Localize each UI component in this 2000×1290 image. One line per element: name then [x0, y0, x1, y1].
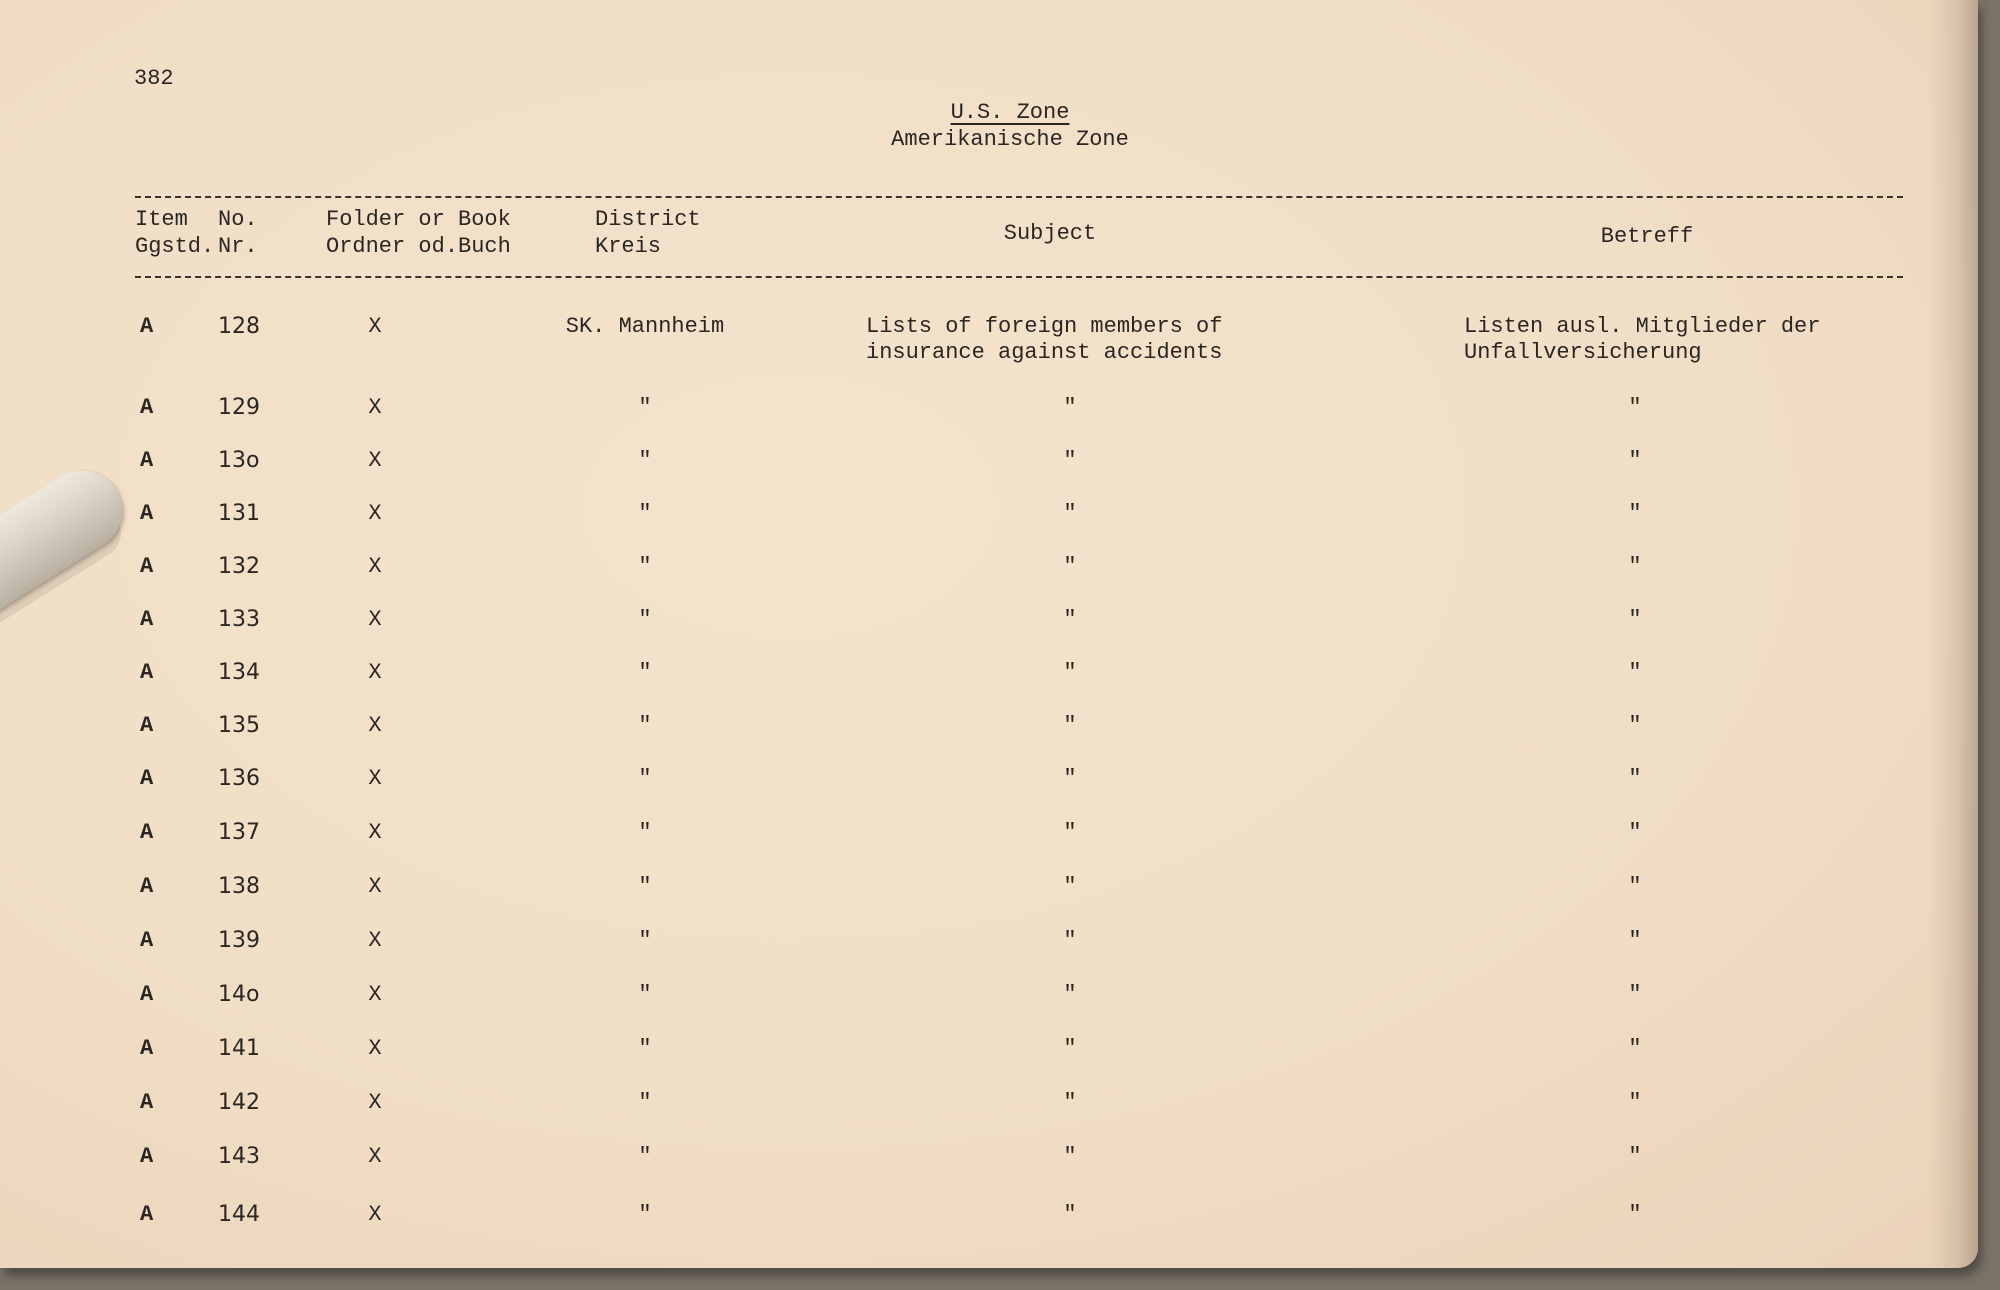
cell-folder: X: [368, 1144, 382, 1169]
cell-no: 141: [218, 1036, 260, 1061]
cell-district: ": [638, 874, 652, 899]
cell-betreff: ": [1628, 1090, 1642, 1115]
cell-item: A: [140, 982, 154, 1007]
cell-betreff: ": [1628, 395, 1642, 420]
cell-subject: ": [1063, 607, 1077, 632]
cell-folder: X: [368, 820, 382, 845]
cell-subject: ": [1063, 982, 1077, 1007]
cell-district: SK. Mannheim: [565, 314, 725, 339]
table-row: [0, 820, 1978, 850]
cell-betreff: ": [1628, 1144, 1642, 1169]
cell-betreff: ": [1628, 1036, 1642, 1061]
cell-no: 135: [218, 713, 260, 738]
table-row: [0, 1036, 1978, 1066]
cell-subject: ": [1063, 501, 1077, 526]
column-header-folder: [326, 206, 511, 260]
cell-folder: X: [368, 554, 382, 579]
page-number: 382: [134, 66, 174, 91]
table-row: [0, 982, 1978, 1012]
table-row: [0, 660, 1978, 690]
cell-district: ": [638, 713, 652, 738]
cell-betreff: ": [1628, 766, 1642, 791]
column-header-folder-de: Ordner od.Buch: [326, 234, 511, 259]
cell-folder: X: [368, 395, 382, 420]
cell-no: 131: [218, 501, 260, 526]
cell-betreff: ": [1628, 928, 1642, 953]
cell-item: A: [140, 1090, 154, 1115]
cell-betreff: ": [1628, 874, 1642, 899]
cell-betreff: ": [1628, 713, 1642, 738]
page-subtitle: Amerikanische Zone: [891, 127, 1129, 152]
cell-no: 128: [218, 314, 260, 339]
table-row: [0, 554, 1978, 584]
cell-item: A: [140, 928, 154, 953]
column-header-district: [595, 206, 701, 260]
cell-no: 143: [218, 1144, 260, 1169]
cell-subject: [866, 314, 1306, 366]
table-row: [0, 766, 1978, 796]
cell-subject-line: Lists of foreign members of: [866, 314, 1223, 339]
cell-folder: X: [368, 1090, 382, 1115]
cell-betreff: ": [1628, 982, 1642, 1007]
cell-no: 144: [218, 1202, 260, 1227]
cell-subject: ": [1063, 713, 1077, 738]
column-header-no-de: Nr.: [218, 234, 258, 259]
cell-folder: X: [368, 928, 382, 953]
cell-subject: ": [1063, 820, 1077, 845]
cell-subject: ": [1063, 554, 1077, 579]
table-row: [0, 1202, 1978, 1232]
cell-district: ": [638, 982, 652, 1007]
table-row: [0, 395, 1978, 425]
cell-subject-line: insurance against accidents: [866, 340, 1223, 365]
cell-district: ": [638, 660, 652, 685]
cell-item: A: [140, 766, 154, 791]
table-row: [0, 501, 1978, 531]
cell-item: A: [140, 874, 154, 899]
column-header-folder-en: Folder or Book: [326, 207, 511, 232]
cell-district: ": [638, 928, 652, 953]
cell-no: 14o: [218, 982, 260, 1007]
cell-folder: X: [368, 501, 382, 526]
cell-item: A: [140, 1036, 154, 1061]
cell-folder: X: [368, 982, 382, 1007]
cell-betreff: ": [1628, 607, 1642, 632]
cell-betreff: ": [1628, 820, 1642, 845]
cell-subject: ": [1063, 874, 1077, 899]
cell-subject: ": [1063, 1144, 1077, 1169]
cell-folder: X: [368, 874, 382, 899]
cell-district: ": [638, 1144, 652, 1169]
cell-item: A: [140, 713, 154, 738]
cell-no: 129: [218, 395, 260, 420]
column-header-item-de: Ggstd.: [135, 234, 215, 259]
cell-district: ": [638, 1202, 652, 1227]
cell-no: 139: [218, 928, 260, 953]
cell-betreff: ": [1628, 448, 1642, 473]
cell-district: ": [638, 766, 652, 791]
table-row: [0, 448, 1978, 478]
cell-item: A: [140, 448, 154, 473]
table-row: [0, 1144, 1978, 1174]
cell-folder: X: [368, 660, 382, 685]
cell-subject: ": [1063, 1202, 1077, 1227]
column-header-betreff: Betreff: [1600, 224, 1694, 249]
table-row: [0, 607, 1978, 637]
cell-betreff-line: Unfallversicherung: [1464, 340, 1702, 365]
cell-district: ": [638, 448, 652, 473]
cell-no: 138: [218, 874, 260, 899]
cell-no: 13o: [218, 448, 260, 473]
column-header-district-de: Kreis: [595, 234, 662, 259]
cell-no: 137: [218, 820, 260, 845]
cell-subject: ": [1063, 928, 1077, 953]
cell-no: 136: [218, 766, 260, 791]
cell-district: ": [638, 395, 652, 420]
cell-district: ": [638, 554, 652, 579]
cell-betreff: ": [1628, 660, 1642, 685]
cell-betreff: ": [1628, 554, 1642, 579]
page-title: [900, 100, 1120, 125]
header-bottom-rule: [135, 276, 1903, 278]
table-row: [0, 928, 1978, 958]
page-title-text: U.S. Zone: [950, 100, 1070, 125]
cell-folder: X: [368, 766, 382, 791]
cell-subject: ": [1063, 660, 1077, 685]
cell-item: A: [140, 820, 154, 845]
cell-district: ": [638, 1036, 652, 1061]
table-row: [0, 713, 1978, 743]
cell-subject: ": [1063, 766, 1077, 791]
column-header-no: [218, 206, 258, 260]
cell-no: 142: [218, 1090, 260, 1115]
cell-district: ": [638, 1090, 652, 1115]
column-header-item-en: Item: [135, 207, 188, 232]
column-header-item: [135, 206, 214, 260]
cell-district: ": [638, 607, 652, 632]
table-row: [0, 314, 1978, 365]
cell-item: A: [140, 1202, 154, 1227]
cell-subject: ": [1063, 1090, 1077, 1115]
cell-district: ": [638, 820, 652, 845]
cell-item: A: [140, 607, 154, 632]
cell-subject: ": [1063, 1036, 1077, 1061]
cell-folder: X: [368, 448, 382, 473]
column-header-district-en: District: [595, 207, 701, 232]
cell-betreff-line: Listen ausl. Mitglieder der: [1464, 314, 1821, 339]
cell-item: A: [140, 554, 154, 579]
column-header-subject: Subject: [1003, 221, 1097, 246]
cell-betreff: ": [1628, 1202, 1642, 1227]
table-row: [0, 874, 1978, 904]
cell-betreff: ": [1628, 501, 1642, 526]
cell-item: A: [140, 314, 154, 339]
table-row: [0, 1090, 1978, 1120]
cell-no: 133: [218, 607, 260, 632]
cell-folder: X: [368, 1036, 382, 1061]
cell-item: A: [140, 395, 154, 420]
header-top-rule: [135, 196, 1903, 198]
cell-no: 134: [218, 660, 260, 685]
cell-betreff: [1464, 314, 1904, 366]
cell-district: ": [638, 501, 652, 526]
column-header-no-en: No.: [218, 207, 258, 232]
cell-folder: X: [368, 713, 382, 738]
cell-no: 132: [218, 554, 260, 579]
cell-subject: ": [1063, 395, 1077, 420]
cell-item: A: [140, 1144, 154, 1169]
cell-subject: ": [1063, 448, 1077, 473]
cell-folder: X: [368, 314, 382, 339]
cell-folder: X: [368, 1202, 382, 1227]
cell-item: A: [140, 660, 154, 685]
cell-folder: X: [368, 607, 382, 632]
cell-item: A: [140, 501, 154, 526]
